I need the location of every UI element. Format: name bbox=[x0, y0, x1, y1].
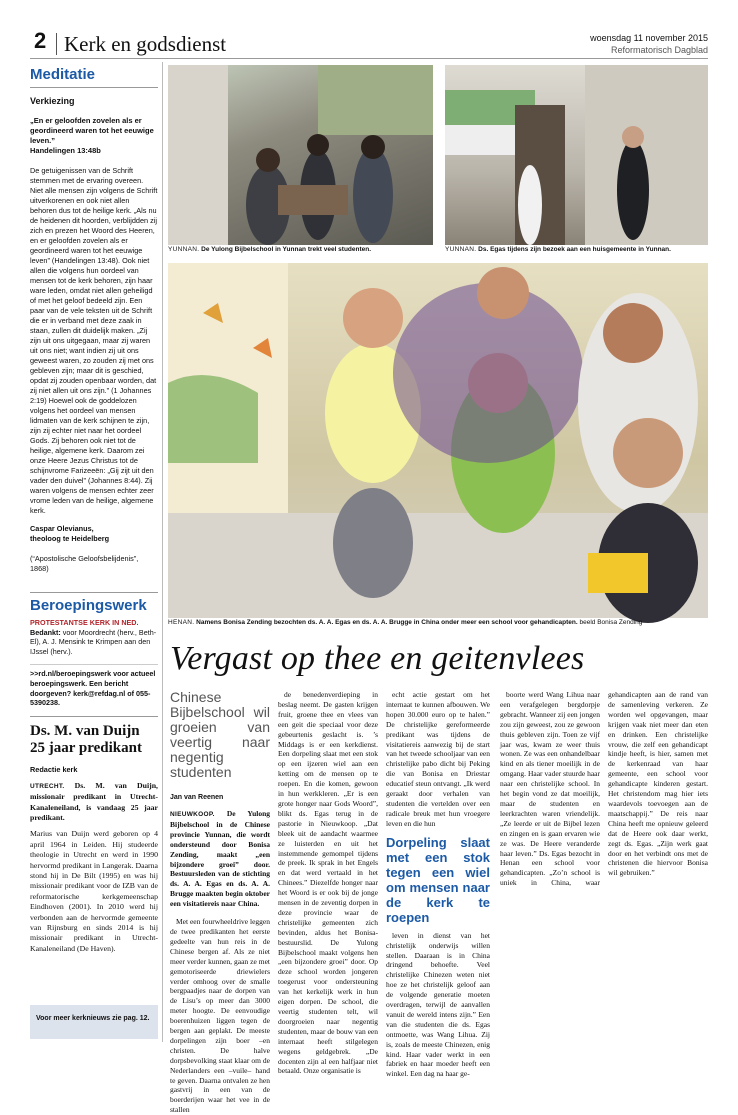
meditatie-source: (“Apostolische Geloofsbelijdenis”, 1868) bbox=[30, 554, 139, 573]
article-author: Jan van Reenen bbox=[170, 794, 224, 801]
photo-bible-school-image bbox=[168, 65, 433, 245]
publication-name: Reformatorisch Dagblad bbox=[610, 45, 708, 55]
meditatie-quote: „En er geloofden zovelen als er geordineerd waren tot het eeuwige leven.” bbox=[30, 116, 154, 145]
van-duijn-dateline: UTRECHT. bbox=[30, 782, 65, 790]
meditatie-title: Meditatie bbox=[30, 62, 158, 88]
article-column-1 bbox=[170, 689, 270, 1115]
beroepingswerk-church: PROTESTANTSE KERK IN NED. bbox=[30, 618, 139, 627]
article-intertitle: Dorpeling slaat met een stok tegen een wiel om mensen naar de kerk te roepen bbox=[386, 834, 490, 925]
caption-2-place: YUNNAN. bbox=[445, 246, 477, 253]
caption-1-place: YUNNAN. bbox=[168, 246, 200, 253]
meditatie-author: Caspar Olevianus, bbox=[30, 524, 94, 533]
article-headline: Vergast op thee en geitenvlees bbox=[170, 640, 585, 677]
more-news-box[interactable] bbox=[30, 1005, 158, 1039]
article-col4-text: boorte werd Wang Lihua naar een verafgelegen bergdorpje gebracht. Wanneer zij een jongen zou zijn geweest, zou ze gewoon thuis gebleven zijn. Toen ze vijf jaar was, kwam ze weer thuis wonen. Ze was een onhandelbaar kind en als tiener moeilijk in de omgang. Haar vader stuurde haar naar een christelijke school. In het begin vond ze dat moeilijk, maar de studenten en leerkrachten waren vriendelijk. „Ze leerde er uit de Bijbel lezen en zingen en is gaan ervaren wie ze was. De Heere veranderde haar leven.” Ds. Egas bezocht in Henan een school voor gehandicapten. „Zo’n school is uniek in China, waar gehandicapten aan de rand van de samenleving verkeren. Ze worden wel opgevangen, maar krijgen vaak niet meer dan eten en drinken. Een christelijke vrouw, die zelf een gehandicapt kindje heeft, is hier, samen met de kerkenraad van haar gemeente, een school voor gehandicapte kinderen gestart. Het christendom mag hier iets waardevols toevoegen aan de maatschappij.” De reis naar China heeft me opnieuw geleerd dat de Heere ook daar werkt, zegt ds. Egas. „Zijn werk gaat door en het verbindt ons met de christenen die hiervoor Bonisa wil gebruiken.” bbox=[500, 690, 708, 888]
article-col1-text: Met een fourwheeldrive leggen de twee predikanten het eerste gedeelte van hun reis in de Chinese bergen af. Als ze niet meer verder kunnen, gaan ze met gemotoriseerde driewielers verder omhoog over de smalle bergpaadjes naar de dorpen van de Lisu’s op meer dan 3000 meter hoogte. De eenvoudige boerenhuizen liggen tegen de bergen aan geplakt. De meeste dorpelingen zijn boer –en christen. De halve dorpsbevolking staat klaar om de Nederlanders een –vuile– hand te geven. Daarna ontvalen ze hen gastvrij in een van de boerderijen waar het vee in de stallen bbox=[170, 917, 270, 1115]
bedankt-label: Bedankt: bbox=[30, 627, 61, 637]
caption-3 bbox=[168, 619, 708, 626]
van-duijn-body: Marius van Duijn werd geboren op 4 april 1964 in Leiden. Hij studeerde theologie in Utrecht en werd in 1990 hervormd predikant in Langerak. Daarna stond hij in De Bilt (1995) en was hij missionair predikant voor de IZB van de reformatorische kerkgemeenschap Eindhoven (2001). In 2010 werd hij verbonden aan de hervormde gemeente van Rijnsburg en sinds 2014 is hij missionair predikant in Utrecht-Kanaleneiland (De Haven). bbox=[30, 829, 158, 953]
caption-1-text: De Yulong Bijbelschool in Yunnan trekt veel studenten. bbox=[201, 246, 372, 253]
caption-2-text: Ds. Egas tijdens zijn bezoek aan een huisgemeente in Yunnan. bbox=[478, 246, 671, 253]
caption-3-text: Namens Bonisa Zending bezochten ds. A. A. Egas en ds. A. A. Brugge in China onder meer een school voor gehandicapten. bbox=[196, 619, 578, 626]
header-date-block bbox=[590, 32, 708, 56]
article-lead bbox=[170, 809, 270, 909]
page-number: 2 bbox=[34, 28, 47, 53]
article-col3a-text: echt actie gestart om het internaat te kunnen afbouwen. We hopen 30.000 euro op te halen.” De christelijke gereformeerde predikant was tijdens de visitatiereis aanwezig bij de start van het tweede schooljaar van een christelijke pabo dicht bij Peking die van Bonisa en Driestar educatief steun ontvangt. „Ik werd geraakt door verhalen van studenten die vertelden over een radicale breuk met hun vroegere leven en die hun bbox=[386, 690, 490, 828]
beroepingswerk-footer[interactable]: >>rd.nl/beroepingswerk voor actueel beroepingswerk. Een bericht doorgeven? kerk@refdag.nl of 055-5390238. bbox=[30, 664, 158, 707]
more-news-text: Voor meer kerknieuws zie pag. 12. bbox=[36, 1015, 150, 1022]
article-col3b-text: leven in dienst van het christelijk onderwijs willen stellen. Daaraan is in China dringend behoefte. Veel christelijke Chinezen weten niet hoe ze het christelijk geloof aan de volgende generatie moeten overdragen, terwijl de aanvallen vanuit de wereld intens zijn.” Een van die studenten die ds. Egas ontmoette, was Wang Lihua. Zij is, zoals de meeste Chinezen, enig kind. Haar vader werkt in een fabriek en haar moeder heeft een winkel. Een dag na haar ge- bbox=[386, 930, 490, 1079]
article-column-3 bbox=[386, 690, 490, 1079]
column-rule bbox=[162, 62, 163, 1042]
photo-house-church-image bbox=[445, 65, 708, 245]
article-dateline: NIEUWKOOP. bbox=[170, 811, 215, 818]
header-rule bbox=[30, 58, 708, 59]
article-column-4 bbox=[500, 690, 708, 1040]
caption-3-place: HENAN. bbox=[168, 619, 195, 626]
caption-1 bbox=[168, 246, 433, 253]
photo-disabled-school bbox=[168, 263, 708, 618]
van-duijn-title: Ds. M. van Duijn 25 jaar predikant bbox=[30, 722, 142, 756]
left-column bbox=[30, 62, 158, 979]
meditatie-subtitle: Verkiezing bbox=[30, 96, 75, 106]
caption-2 bbox=[445, 246, 708, 253]
van-duijn-lead-text: Ds. M. van Duijn, missionair predikant in Utrecht-Kanaleneiland, is vandaag 25 jaar predikant. bbox=[30, 780, 158, 822]
beroepingswerk-entry bbox=[30, 628, 158, 657]
article-column-2 bbox=[278, 690, 378, 1076]
article-lead-text: De Yulong Bijbelschool in de Chinese provincie Yunnan, die wordt ondersteund door Bonisa Zending, maakt „een bijzondere groei” door. Bestuursleden van de stichting ds. A. A. Egas en ds. A. A. Brugge maakten begin oktober een visitatiereis naar China. bbox=[170, 809, 270, 909]
article-subhead: Chinese Bijbelschool wil groeien van veertig naar negentig studenten bbox=[170, 689, 270, 780]
meditatie-author-role: theoloog te Heidelberg bbox=[30, 534, 110, 543]
photo-bible-school bbox=[168, 65, 433, 245]
bedankt-text: voor Moordrecht (herv., Beth-El), A. J. Mensink te Krimpen aan den IJssel (herv.). bbox=[30, 627, 157, 656]
photo-house-church bbox=[445, 65, 708, 245]
beroepingswerk-title: Beroepingswerk bbox=[30, 592, 158, 618]
issue-date: woensdag 11 november 2015 bbox=[590, 33, 708, 43]
meditatie-quote-ref: Handelingen 13:48b bbox=[30, 146, 101, 155]
van-duijn-byline: Redactie kerk bbox=[30, 764, 78, 774]
caption-3-credit: beeld Bonisa Zending bbox=[579, 619, 643, 626]
photo-disabled-school-image bbox=[168, 263, 708, 618]
van-duijn-lead bbox=[30, 781, 158, 824]
header-divider bbox=[56, 33, 57, 55]
article-col2-text: de benedenverdieping in beslag neemt. De gasten krijgen fruit, groene thee en vlees van een geit die speciaal voor deze gebeurtenis geslacht is. ’s Middags is er een kerkdienst. Een dorpeling slaat met een stok op een ijzeren wiel aan een ketting om de mensen op te roepen. En die komen, gewoon in hun werkkleren. „Er is een grote honger naar Gods Woord”, blikt ds. Egas terug in de pastorie in Nieuwkoop. „Dat bleek uit de aandacht waarmee ze luisterden en uit het instemmende gemompel tijdens de preek. Ik sprak in het Engels en dat werd vertaald in het Chinees.” Diezelfde honger naar het Woord is er ook bij de jonge mensen in de zeventig dorpen in deze provincie waar de christelijke gemeenten zich bevinden, aldus het Bonisa-bestuurslid. De Yulong Bijbelschool maakt volgens hen „een bijzondere groei” door. Op deze school worden jongeren toegerust voor ondersteuning van het kerkelijk werk in hun eigen dorpen. De school, die veertig studenten telt, wil doorgroeien naar negentig studenten, maar de bouw van een internaat heeft stilgelegen wegens geldgebrek. „De docenten zijn al een halfjaar niet betaald. Onze organisatie is bbox=[278, 690, 378, 1076]
section-title: Kerk en godsdienst bbox=[64, 32, 227, 56]
meditatie-body: De getuigenissen van de Schrift stemmen met de ervaring overeen. Niet alle mensen zijn volgens de Schrift uitverkorenen en ook niet allen behoren dus tot de heilige kerk. „Als nu de heidenen dit hoorden, verblijdden zij zich en prezen het Woord des Heeren, en er geloofden zovelen als er geordineerd waren tot het eeuwige leven” (Handelingen 13:48). Ook niet allen die volgens hun oordeel van mensen tot de kerk behoren, zijn haar ware leden, omdat niet allen geheiligd of met het geloof bedeeld zijn. Een paar van de vele teksten uit de Schrift die er in verband met deze zaak in staan, zullen dit duidelijk maken. „Zij zijn uit ons uitgegaan, maar zij waren uit ons niet; want indien zij uit ons geweest waren, zo zouden zij met ons gebleven zijn; maar dit is geschied, opdat zij zouden openbaar worden, dat zij niet allen uit ons zijn.” (1 Johannes 2:19) Hoewel ook de goddelozen volgens het oordeel van mensen lidmaten van de kerk schijnen te zijn, zijn zij echter niet naar het oordeel Gods. Zij behoren ook niet tot de heilige, algemene kerk. Daarom zei onze Heere Jezus Christus tot de schijnvrome Farizeeën: „Gij zijt uit den vader den duivel” (Johannes 8:44). Zij waren volgens de mensen echter zeer vrome leden van de heilige, algemene kerk. bbox=[30, 166, 158, 515]
